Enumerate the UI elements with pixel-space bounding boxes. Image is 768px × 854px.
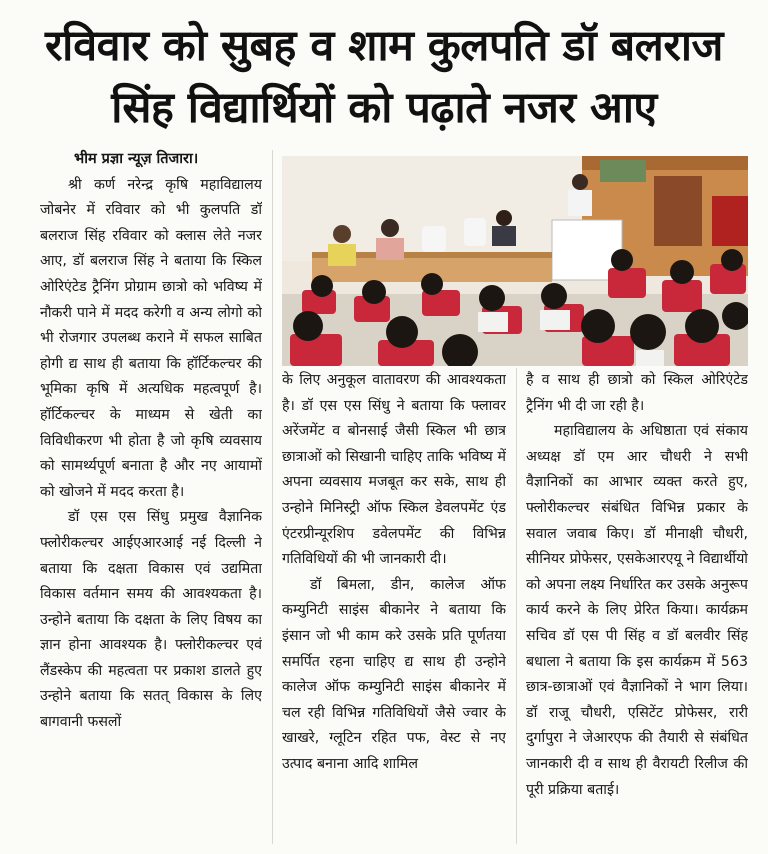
headline-line-1: रविवार को सुबह व शाम कुलपति डॉ बलराज [45, 21, 723, 71]
paragraph: श्री कर्ण नरेन्द्र कृषि महाविद्यालय जोबनेर में रविवार को भी कुलपति डॉ बलराज सिंह रविवार को क्लास लेते नजर आए, डॉ बलराज सिंह ने बताया कि स्किल ओरिएंटेड ट्रैनिंग प्रोग्राम छात्रो को भविष्य में नौकरी पाने में मदद करेगी व अन्य लोगो को भी रोजगार उपलब्ध कराने में सफल साबित होगी द्य साथ ही बताया कि हॉर्टिकल्चर की भूमिका कृषि में अत्यधिक महत्वपूर्ण है। हॉर्टिकल्चर के माध्यम से खेती का विविधीकरण भी होता है जो कृषि व्यवसाय को सामर्थ्यपूर्ण बनाता है और नए आयामों को खोजने में मदद करता है। [40, 176, 262, 500]
column-divider [272, 150, 273, 844]
classroom-photo-illustration [282, 156, 748, 366]
article-column-1 [40, 147, 262, 847]
paragraph: डॉ बिमला, डीन, कालेज ऑफ कम्युनिटी साइंस बीकानेर ने बताया कि इंसान जो भी काम करे उसके प्रति पूर्णतया समर्पित रहना चाहिए द्य साथ ही उन्होने कालेज ऑफ कम्युनिटी साइंस बीकानेर में चल रही विभिन्न गतिविधियों जैसे ज्वार के खाखरे, ग्लूटिन रहित पफ, वेस्ट से नए उत्पाद बनाना आदि शामिल [282, 576, 506, 772]
byline: भीम प्रज्ञा न्यूज़ तिजारा। [74, 151, 199, 167]
event-photo [282, 156, 748, 366]
paragraph: डॉ एस एस सिंधु प्रमुख वैज्ञानिक फ्लोरीकल्चर आईएआरआई नई दिल्ली ने बताया कि दक्षता विकास एवं उद्यमिता विकास वर्तमान समय की आवश्यकता है। उन्होने बताया कि दक्षता के लिए विषय का ज्ञान होना आवश्यक है। फ्लोरीकल्चर एवं लैंडस्केप की महत्वता पर प्रकाश डालते हुए उन्होने बताया कि सतत् विकास के लिए बागवानी फसलों [40, 509, 262, 731]
article-column-3 [526, 368, 748, 848]
paragraph: महाविद्यालय के अधिष्ठाता एवं संकाय अध्यक्ष डॉ एम आर चौधरी ने सभी वैज्ञानिकों का आभार व्यक्त करते हुए, फ्लोरीकल्चर संबंधित विभिन्न प्रकार के सवाल जवाब किए। डॉ मीनाक्षी चौधरी, सीनियर प्रोफेसर, एसकेआरएयू ने विद्यार्थीयो को अपना लक्ष्य निर्धारित कर उसके अनुरूप कार्य करने के लिए प्रेरित किया। कार्यक्रम सचिव डॉ एस पी सिंह व डॉ बलवीर सिंह बधाला ने बताया कि इस कार्यक्रम में 563 छात्र-छात्राओं एवं वैज्ञानिकों ने भाग लिया। डॉ राजू चौधरी, एसिटेंट प्रोफेसर, रारी दुर्गापुरा ने जेआरएफ की तैयारी से संबंधित जानकारी दी व साथ ही वैरायटी रिलीज की पूरी प्रक्रिया बताई। [526, 423, 748, 798]
article-column-2 [282, 368, 506, 848]
paragraph: है व साथ ही छात्रो को स्किल ओरिएंटेड ट्रैनिंग भी दी जा रही है। [526, 372, 748, 414]
column-divider [516, 368, 517, 844]
paragraph: के लिए अनुकूल वातावरण की आवश्यकता है। डॉ एस एस सिंधु ने बताया कि फ्लावर अरेंजमेंट व बोनसाई जैसी स्किल भी छात्र छात्राओं को सिखानी चाहिए ताकि भविष्य में अपना व्यवसाय मजबूत कर सके, साथ ही उन्होने मिनिस्ट्री ऑफ स्किल डेवलपमेंट एंड एंटरप्रीन्यूरशिप डवेलपमेंट की विभिन्न गतिविधियों की भी जानकारी दी। [282, 372, 506, 568]
headline-line-2: सिंह विद्यार्थियों को पढ़ाते नजर आए [111, 83, 657, 133]
